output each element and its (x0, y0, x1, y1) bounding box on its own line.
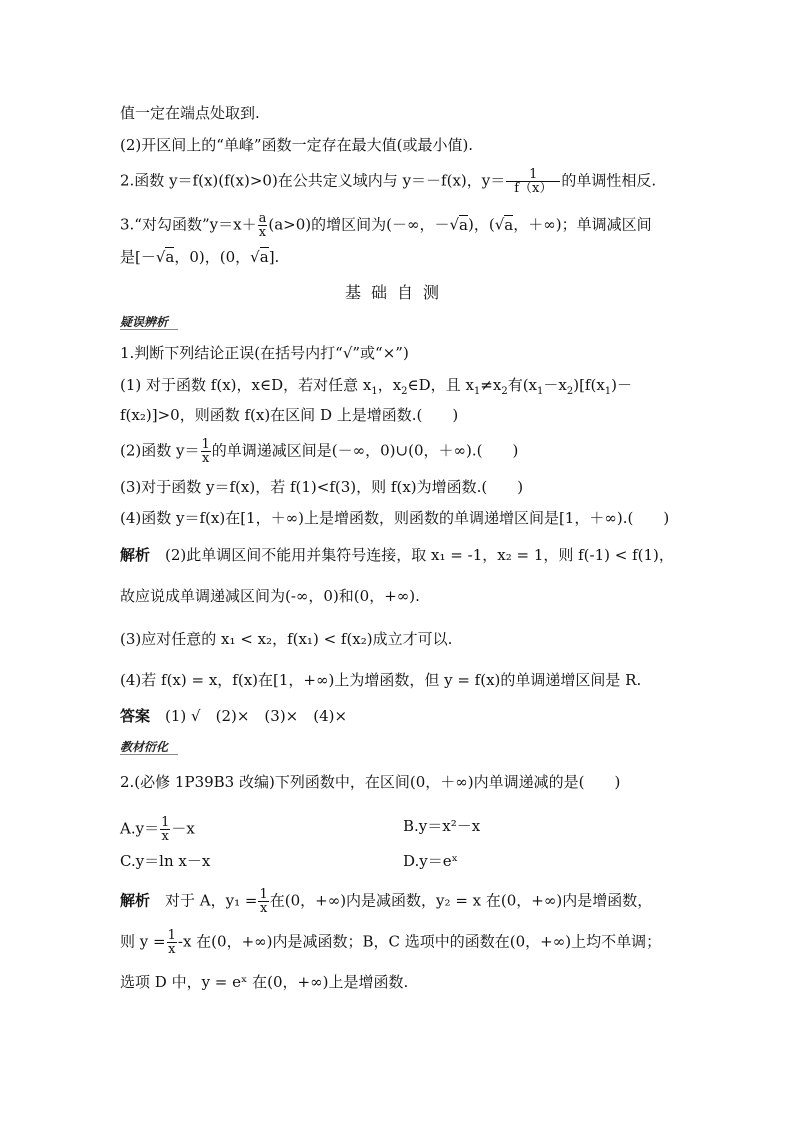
tag-underline (120, 329, 178, 330)
question-head: 1.判断下列结论正误(在括号内打“√”或“×”) (120, 344, 409, 362)
text-line-fraction: 2.函数 y＝f(x)(f(x)>0)在公共定义域内与 y＝－f(x)，y＝ $\frac{1}{f(x)}$ 的单调性相反. (120, 167, 657, 196)
fraction: $\frac{1}{x}$ (161, 815, 170, 844)
question-item: f(x₂)]>0，则函数 f(x)在区间 D 上是增函数.( ) (120, 406, 459, 424)
analysis-line: (3)应对任意的 x₁ < x₂，f(x₁) < f(x₂)成立才可以. (120, 630, 453, 648)
text-line-fraction: 3.“对勾函数”y＝x＋ $\frac{a}{x}$ (a>0)的增区间为(－∞，－√a)，(√a，＋∞)；单调减区间 (120, 211, 652, 240)
option-c: C.y＝ln x－x (120, 852, 211, 870)
answer-label: 答案 (120, 707, 151, 725)
option-d: D.y＝eˣ (403, 852, 458, 870)
fraction: $\frac{1}{x}$ (201, 437, 210, 466)
text-line: 是[－√a，0)，(0，√a]. (120, 248, 280, 266)
tag-underline (120, 754, 178, 755)
fraction: $\frac{1}{x}$ (167, 928, 176, 957)
fraction: $\frac{a}{x}$ (258, 211, 267, 240)
analysis-line: 故应说成单调递减区间为(‑∞，0)和(0，+∞). (120, 587, 420, 605)
option-a: A.y＝ $\frac{1}{x}$ －x (120, 815, 195, 844)
section-tag: 疑误辨析 (120, 315, 169, 329)
fraction: $\frac{1}{x}$ (259, 887, 268, 916)
analysis-label: 解析 (120, 891, 151, 910)
fraction: $\frac{1}{f(x)}$ (506, 168, 560, 195)
analysis-line: 解析 (2)此单调区间不能用并集符号连接，取 x₁ = ‑1，x₂ = 1，则 f(‑1) < f(1)， (120, 546, 674, 564)
question-item: (2)函数 y＝ $\frac{1}{x}$ 的单调递减区间是(－∞，0)∪(0，＋∞).( ) (120, 437, 519, 466)
option-b: B.y＝x²－x (403, 817, 481, 835)
answer-line: 答案 (1) √ (2)× (3)× (4)× (120, 707, 348, 725)
text-line: (2)开区间上的“单峰”函数一定存在最大值(或最小值). (120, 136, 474, 154)
text-line: 值一定在端点处取到. (120, 104, 260, 122)
analysis-line: 则 y = $\frac{1}{x}$ ‑x 在(0，+∞)内是减函数；B，C 选项中的函数在(0，+∞)上均不单调； (120, 928, 662, 957)
analysis-line: 选项 D 中，y = eˣ 在(0，+∞)上是增函数. (120, 973, 409, 991)
question-item: (1) 对于函数 f(x)，x∈D，若对任意 $x_1$，$x_2\in D$，且 $x_1\ne x_2$有$(x_1-x_2)[f(x_1)-$ (120, 376, 633, 397)
analysis-line: (4)若 f(x) = x，f(x)在[1，+∞)上为增函数，但 y = f(x)的单调递增区间是 R. (120, 671, 642, 689)
question-item: (4)函数 y＝f(x)在[1，＋∞)上是增函数，则函数的单调递增区间是[1，＋∞).( ) (120, 509, 670, 527)
section-title: 基础自测 (344, 283, 449, 302)
question-head: 2.(必修 1P39B3 改编)下列函数中，在区间(0，＋∞)内单调递减的是( ) (120, 773, 621, 791)
analysis-label: 解析 (120, 546, 151, 564)
question-item: (3)对于函数 y＝f(x)，若 f(1)<f(3)，则 f(x)为增函数.( ) (120, 478, 524, 496)
section-tag: 教材衍化 (120, 740, 169, 754)
analysis-line: 解析 对于 A，y₁ = $\frac{1}{x}$ 在(0，+∞)内是减函数，y₂ = x 在(0，+∞)内是增函数， (120, 887, 653, 916)
